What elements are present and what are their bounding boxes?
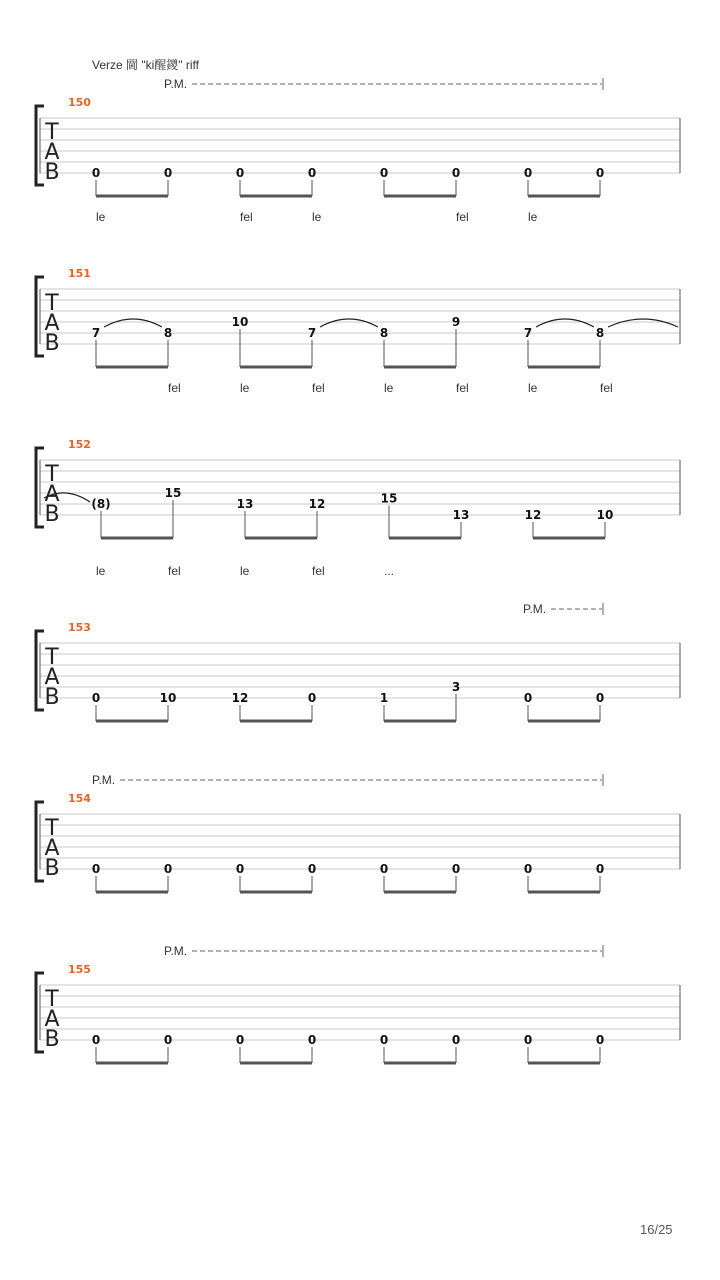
fret-number: 13 — [236, 497, 254, 511]
lyric-syllable: fel — [600, 381, 613, 395]
fret-number: 15 — [164, 486, 182, 500]
measure-number: 152 — [68, 438, 91, 451]
fret-number: 9 — [451, 315, 461, 329]
lyric-syllable: le — [240, 564, 250, 578]
palm-mute-label: P.M. — [523, 602, 547, 616]
fret-number: 0 — [235, 1033, 245, 1047]
fret-number: 0 — [379, 862, 389, 876]
fret-number: 0 — [307, 166, 317, 180]
tab-letter: T — [45, 120, 59, 145]
lyric-syllable: fel — [168, 381, 181, 395]
lyric-syllable: fel — [312, 564, 325, 578]
measure-number: 150 — [68, 96, 91, 109]
tab-letter: T — [45, 987, 59, 1012]
fret-number: 10 — [596, 508, 614, 522]
lyric-syllable: le — [96, 210, 106, 224]
fret-number: 12 — [308, 497, 326, 511]
fret-number: 0 — [595, 166, 605, 180]
section-label: Verze 閫 "ki醒鑁" riff — [92, 58, 199, 72]
lyric-syllable: le — [384, 381, 394, 395]
fret-number: 3 — [451, 680, 461, 694]
fret-number: 0 — [523, 166, 533, 180]
tab-letter: T — [45, 462, 59, 487]
fret-number: 0 — [235, 862, 245, 876]
fret-number: 0 — [91, 166, 101, 180]
fret-number: 13 — [452, 508, 470, 522]
tab-letter: A — [44, 482, 60, 507]
palm-mute-label: P.M. — [164, 77, 188, 91]
fret-number: 0 — [523, 1033, 533, 1047]
fret-number: 0 — [307, 1033, 317, 1047]
lyric-syllable: le — [312, 210, 322, 224]
tie-arc — [104, 319, 162, 327]
page-number: 16/25 — [640, 1222, 673, 1237]
fret-number: (8) — [91, 497, 111, 511]
lyric-syllable: fel — [312, 381, 325, 395]
fret-number: 10 — [159, 691, 177, 705]
lyric-syllable: le — [528, 210, 538, 224]
tab-letter: A — [44, 1007, 60, 1032]
tab-letter: T — [45, 291, 59, 316]
fret-number: 0 — [451, 862, 461, 876]
fret-number: 0 — [379, 166, 389, 180]
fret-number: 0 — [595, 1033, 605, 1047]
fret-number: 0 — [163, 1033, 173, 1047]
fret-number: 1 — [379, 691, 389, 705]
tab-letter: A — [44, 140, 60, 165]
fret-number: 7 — [523, 326, 533, 340]
fret-number: 0 — [595, 691, 605, 705]
fret-number: 7 — [307, 326, 317, 340]
fret-number: 0 — [235, 166, 245, 180]
tab-letter: B — [44, 1027, 60, 1052]
fret-number: 0 — [523, 691, 533, 705]
lyric-syllable: le — [528, 381, 538, 395]
lyric-syllable: fel — [168, 564, 181, 578]
tie-arc — [320, 319, 378, 327]
tie-arc — [536, 319, 594, 327]
fret-number: 8 — [379, 326, 389, 340]
lyric-syllable: ... — [384, 564, 395, 578]
fret-number: 0 — [163, 166, 173, 180]
fret-number: 0 — [307, 862, 317, 876]
fret-number: 0 — [595, 862, 605, 876]
tab-letter: T — [45, 645, 59, 670]
measure-number: 155 — [68, 963, 91, 976]
fret-number: 12 — [231, 691, 249, 705]
tab-letter: B — [44, 856, 60, 881]
palm-mute-label: P.M. — [92, 773, 116, 787]
fret-number: 0 — [91, 1033, 101, 1047]
fret-number: 0 — [91, 691, 101, 705]
fret-number: 0 — [451, 1033, 461, 1047]
fret-number: 0 — [379, 1033, 389, 1047]
tie-arc — [608, 319, 678, 327]
measure-number: 153 — [68, 621, 91, 634]
fret-number: 0 — [163, 862, 173, 876]
fret-number: 0 — [91, 862, 101, 876]
tab-letter: A — [44, 311, 60, 336]
fret-number: 0 — [451, 166, 461, 180]
fret-number: 12 — [524, 508, 542, 522]
fret-number: 8 — [595, 326, 605, 340]
palm-mute-label: P.M. — [164, 944, 188, 958]
tab-letter: A — [44, 665, 60, 690]
fret-number: 0 — [523, 862, 533, 876]
lyric-syllable: fel — [456, 381, 469, 395]
fret-number: 8 — [163, 326, 173, 340]
tab-letter: B — [44, 685, 60, 710]
tab-letter: B — [44, 502, 60, 527]
measure-number: 154 — [68, 792, 91, 805]
tab-letter: A — [44, 836, 60, 861]
fret-number: 10 — [231, 315, 249, 329]
lyric-syllable: fel — [456, 210, 469, 224]
fret-number: 7 — [91, 326, 101, 340]
fret-number: 15 — [380, 491, 398, 506]
measure-number: 151 — [68, 267, 91, 280]
tab-letter: B — [44, 331, 60, 356]
lyric-syllable: fel — [240, 210, 253, 224]
lyric-syllable: le — [96, 564, 106, 578]
fret-number: 0 — [307, 691, 317, 705]
tab-letter: T — [45, 816, 59, 841]
lyric-syllable: le — [240, 381, 250, 395]
tab-letter: B — [44, 160, 60, 185]
